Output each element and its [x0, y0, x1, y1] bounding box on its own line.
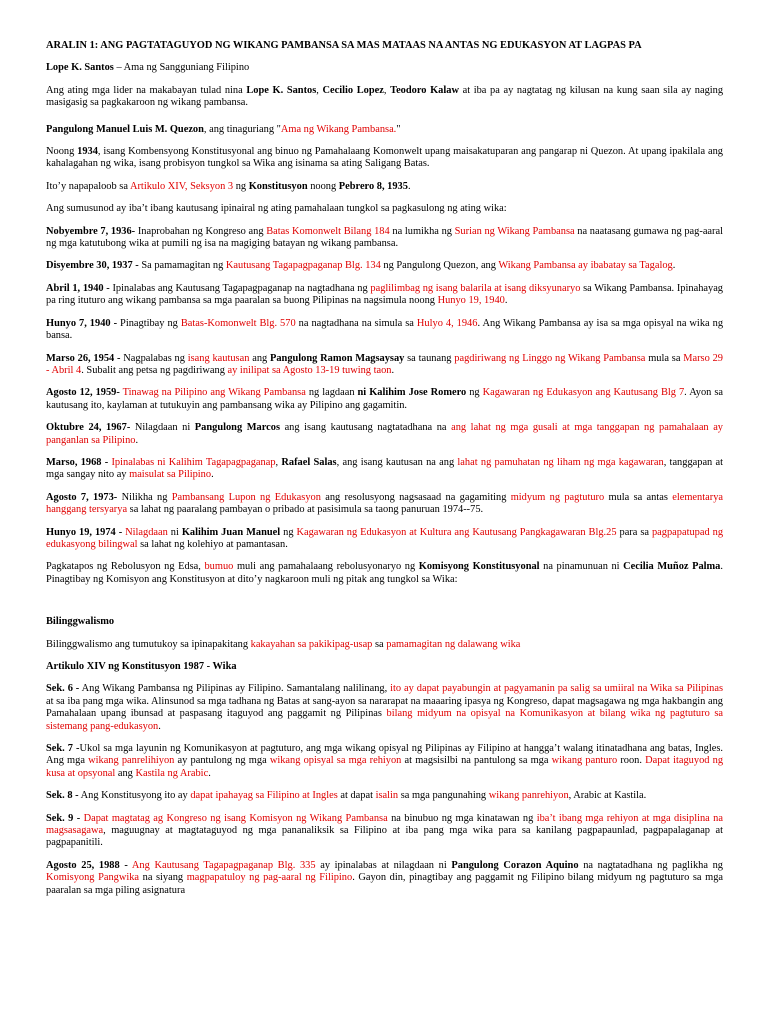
section-heading-bilinggwalismo: Bilinggwalismo	[46, 616, 115, 628]
paragraph-edsa: Pagkatapos ng Rebolusyon ng Edsa, bumuo muli ang pamahalaang rebolusyonaryo ng Komisyong Konstitusyonal na pinamunuan ni Cecilia Muñoz Palma. Pinagtibay ng Komisyon ang Konstitusyon at dito’y nagkaroon muli ng pitak ang tungkol sa Wika:	[46, 561, 723, 585]
page-title: ARALIN 1: ANG PAGTATAGUYOD NG WIKANG PAMBANSA SA MAS MATAAS NA ANTAS NG EDUKASYON AT LAGPAS PA	[46, 40, 642, 51]
section-heading-artikulo: Artikulo XIV ng Konstitusyon 1987 - Wika	[46, 661, 237, 672]
paragraph-lider: Ang ating mga lider na makabayan tulad nina Lope K. Santos, Cecilio Lopez, Teodoro Kalaw at iba pa ay nagtatag ng kilusan na kung saan sila ay naging masigasig sa pagkakaroon ng wikang pambansa.	[46, 84, 724, 109]
timeline-entry-1973: Agosto 7, 1973- Nilikha ng Pambansang Lupon ng Edukasyon ang resolusyong nagsasaad na gagamiting midyum ng pagtuturo mula sa antas elementarya hanggang tersyarya sa lahat ng paaralang pambayan o pribado at pasisimula sa taong panuruan 1974--75.	[46, 491, 724, 516]
timeline-entry-1968: Marso, 1968 - Ipinalabas ni Kalihim Tagapagpaganap, Rafael Salas, ang isang kautusan na ang lahat ng pamuhatan ng liham ng mga kagawaran, tanggapan at mga sangay nito ay maisulat sa Pilipino.	[46, 456, 724, 481]
timeline-entry-1940-april: Abril 1, 1940 - Ipinalabas ang Kautusang Tagapagpaganap na nagtadhana ng paglilimbag ng isang balarila at isang diksyunaryo sa Wikang Pambansa. Ipinahayag pa ring ituturo ang wikang pambansa sa mga paaralan sa buong Pilipinas na nagsimula noong Hunyo 19, 1940.	[46, 282, 723, 307]
lope-line: Lope K. Santos – Ama ng Sangguniang Filipino	[46, 62, 250, 74]
timeline-entry-1959: Agosto 12, 1959- Tinawag na Pilipino ang Wikang Pambansa ng lagdaan ni Kalihim Jose Romero ng Kagawaran ng Edukasyon ang Kautusang Blg 7. Ayon sa kautusang ito, kaylaman at tutukuyin ang pambansang wika ay Pilipino ang gagamitin.	[46, 387, 723, 411]
timeline-entry-1967: Oktubre 24, 1967- Nilagdaan ni Pangulong Marcos ang isang kautusang nagtatadhana na ang lahat ng mga gusali at mga tanggapan ng pamahalaan ay panganlan sa Pilipino.	[46, 422, 724, 446]
timeline-entry-1988: Agosto 25, 1988 - Ang Kautusang Tagapagpaganap Blg. 335 ay ipinalabas at nilagdaan ni Pangulong Corazon Aquino na nagtatadhana ng paglikha ng Komisyong Pangwika na siyang magpapatuloy ng pag-aaral ng Filipino. Gayon din, pinagtibay ang paggamit ng Filipino bilang midyum ng pagtuturo sa mga paaralan sa mga piling asignatura	[46, 859, 724, 896]
section-sek-7: Sek. 7 -Ukol sa mga layunin ng Komunikasyon at pagtuturo, ang mga wikang opisyal ng Pilipinas ay Filipino at hangga’t walang itinatadhana ang batas, Ingles. Ang mga wikang panrelihiyon ay pantulong ng mga wikang opisyal sa mga rehiyon at magsisilbi na pantulong sa mga wikang panturo roon. Dapat itaguyod ng kusa at opsyonal ang Kastila ng Arabic.	[46, 743, 724, 779]
timeline-entry-1936: Nobyembre 7, 1936- Inaprobahan ng Kongreso ang Batas Komonwelt Bilang 184 na lumikha ng Surian ng Wikang Pambansa na naatasang gumawa ng pag-aaral ng mga katutubong wika at pumili ng isa na magiging batayan ng wikang pambansa.	[46, 225, 723, 250]
paragraph-1934: Noong 1934, isang Kombensyong Konstitusyonal ang binuo ng Pamahalaang Komonwelt upang maisakatuparan ang pangarap ni Quezon. At upang ipakilala ang kahalagahan ng wika, isang probisyon tungkol sa Wika ang isinama sa ating Saligang Batas.	[46, 146, 723, 170]
timeline-entry-1954: Marso 26, 1954 - Nagpalabas ng isang kautusan ang Pangulong Ramon Magsaysay sa taunang pagdiriwang ng Linggo ng Wikang Pambansa mula sa Marso 29 - Abril 4. Subalit ang petsa ng pagdiriwang ay inilipat sa Agosto 13-19 tuwing taon.	[46, 352, 723, 376]
paragraph-sumusunod: Ang sumusunod ay iba’t ibang kautusang ipinairal ng ating pamahalaan tungkol sa pagkasulong ng ating wika:	[46, 203, 507, 215]
timeline-entry-1940-june: Hunyo 7, 1940 - Pinagtibay ng Batas-Komonwelt Blg. 570 na nagtadhana na simula sa Hulyo 4, 1946. Ang Wikang Pambansa ay isa sa mga opisyal na wika ng bansa.	[46, 317, 724, 342]
document-page	[46, 40, 723, 897]
paragraph-quezon: Pangulong Manuel Luis M. Quezon, ang tinaguriang "Ama ng Wikang Pambansa."	[46, 123, 401, 135]
paragraph-artikulo: Ito’y napapaloob sa Artikulo XIV, Seksyon 3 ng Konstitusyon noong Pebrero 8, 1935.	[46, 180, 411, 192]
section-sek-6: Sek. 6 - Ang Wikang Pambansa ng Pilipinas ay Filipino. Samantalang nalilinang, ito ay dapat payabungin at pagyamanin pa salig sa umiiral na Wika sa Pilipinas at sa iba pang mga wika. Alinsunod sa mga tadhana ng Batas at sang-ayon sa nararapat na maaaring ipasya ng Kongreso, dapat magsagawa ng mga hakbangin ang Pamahalaan upang ibunsad at paspasang itaguyod ang paggamit ng Pilipinas bilang midyum na opisyal na Komunikasyon at bilang wika ng pagtuturo sa sistemang pang-edukasyon.	[46, 683, 723, 732]
paragraph-bilinggwalismo: Bilinggwalismo ang tumutukoy sa ipinapakitang kakayahan sa pakikipag-usap sa pamamagitan ng dalawang wika	[46, 638, 521, 650]
timeline-entry-1974: Hunyo 19, 1974 - Nilagdaan ni Kalihim Juan Manuel ng Kagawaran ng Edukasyon at Kultura ang Kautusang Pangkagawaran Blg.25 para sa pagpapatupad ng edukasyong bilingwal sa lahat ng kolehiyo at pamantasan.	[46, 526, 724, 550]
section-sek-8: Sek. 8 - Ang Konstitusyong ito ay dapat ipahayag sa Filipino at Ingles at dapat isalin sa mga pangunahing wikang panrehiyon, Arabic at Kastila.	[46, 790, 647, 802]
section-sek-9: Sek. 9 - Dapat magtatag ag Kongreso ng isang Komisyon ng Wikang Pambansa na binubuo ng mga kinatawan ng iba’t ibang mga rehiyon at mga disiplina na magsasagawa, maguugnay at magtataguyod ng mga pananaliksik sa Filipino at iba pang mga wika para sa kanilang pagpapaunlad, pagpapalaganap at pagpapanitili.	[46, 812, 723, 849]
timeline-entry-1937: Disyembre 30, 1937 - Sa pamamagitan ng Kautusang Tagapagpaganap Blg. 134 ng Pangulong Quezon, ang Wikang Pambansa ay ibabatay sa Tagalog.	[46, 260, 676, 272]
